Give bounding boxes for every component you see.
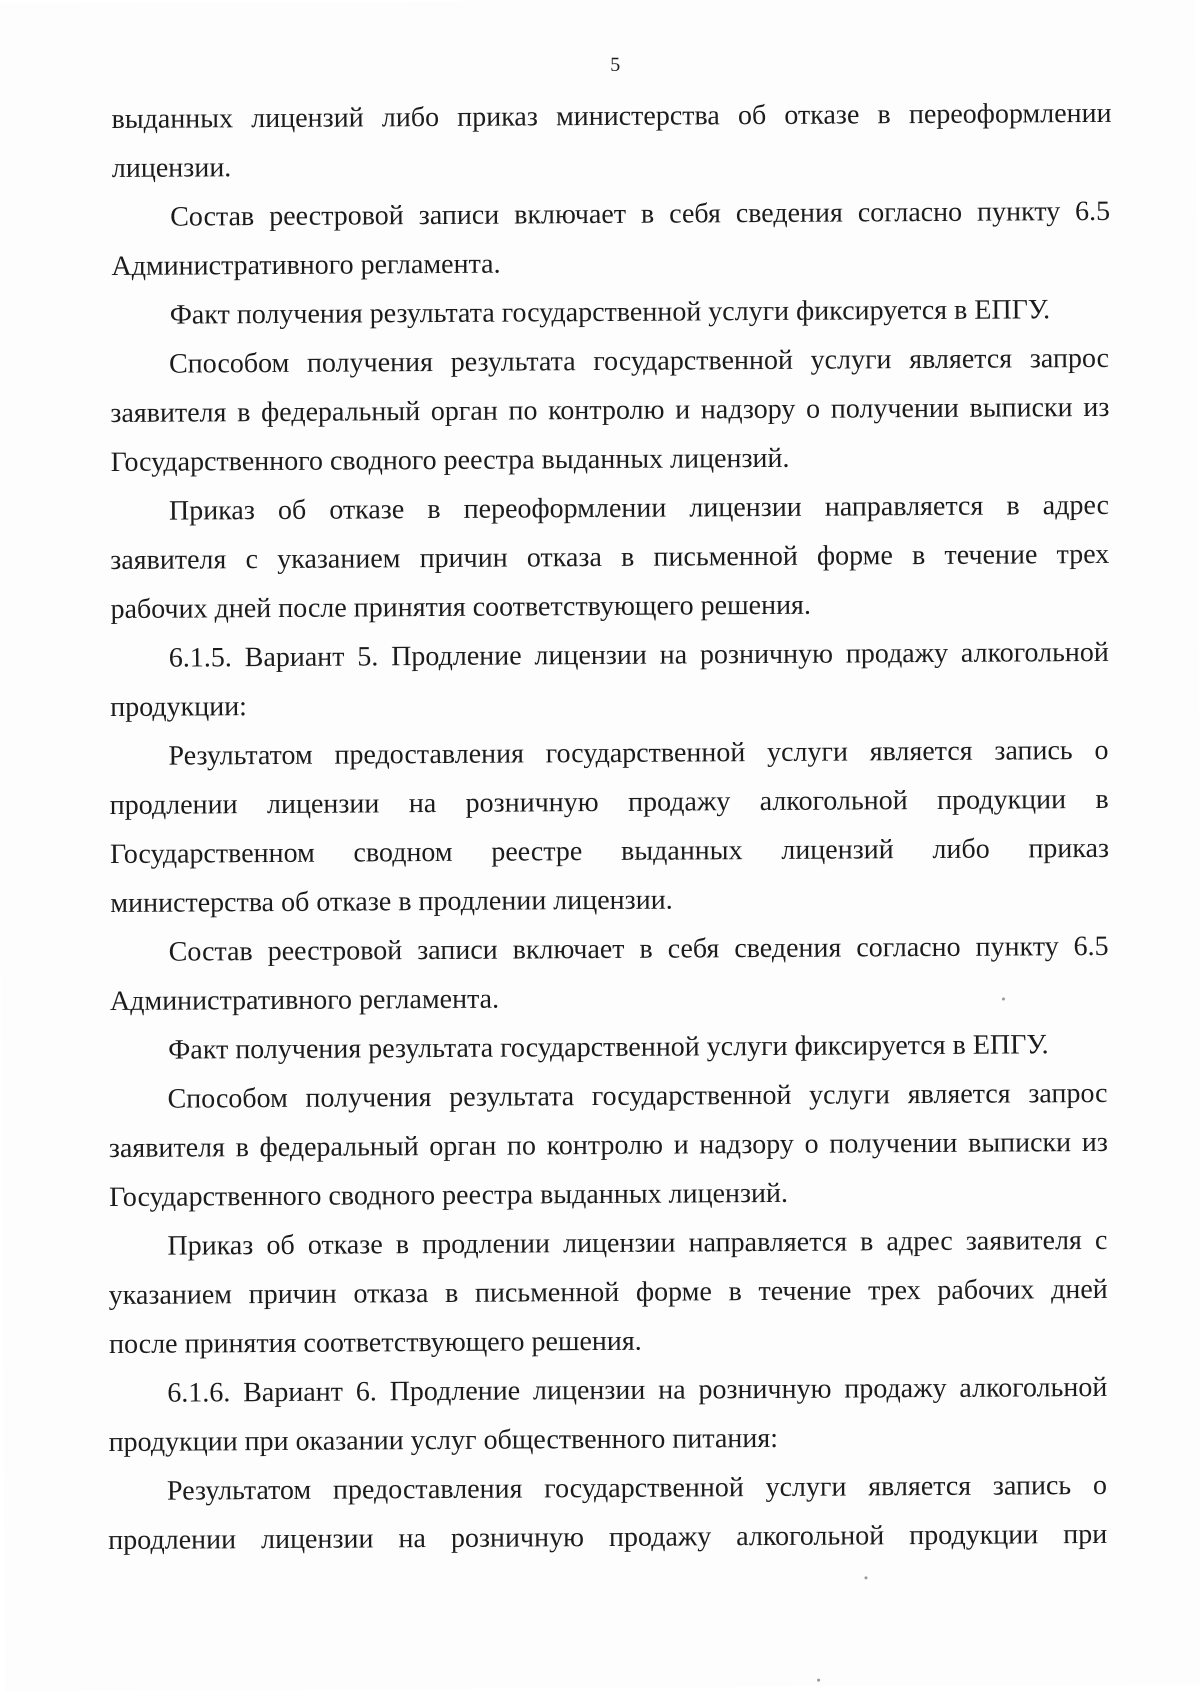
- text-line: продлении лицензии на розничную продажу алкогольной продукции в: [109, 783, 1109, 821]
- text-line: Административного регламента.: [109, 983, 500, 1017]
- text-line: Состав реестровой записи включает в себя сведения согласно пункту 6.5: [170, 195, 1111, 233]
- text-line: министерства об отказе в продлении лицензии.: [110, 884, 673, 919]
- text-line: Факт получения результата государственной услуги фиксируется в ЕПГУ.: [168, 1029, 1049, 1066]
- text-line: продукции при оказании услуг общественного питания:: [108, 1422, 779, 1459]
- text-line: выданных лицензий либо приказ министерства об отказе в переоформлении: [111, 97, 1112, 135]
- text-line: Административного регламента.: [111, 248, 501, 282]
- text-line: Состав реестровой записи включает в себя сведения согласно пункту 6.5: [168, 930, 1109, 968]
- text-line: продлении лицензии на розничную продажу алкогольной продукции при: [108, 1518, 1108, 1557]
- text-line: Способом получения результата государственной услуги является запрос: [168, 342, 1110, 380]
- text-line: Государственного сводного реестра выданных лицензий.: [110, 442, 790, 478]
- text-line: Результатом предоставления государственной услуги является запись о: [166, 1469, 1108, 1507]
- page-number: 5: [610, 53, 621, 76]
- text-line: лицензии.: [111, 152, 232, 184]
- section-heading-6-1-5: 6.1.5. Вариант 5. Продление лицензии на розничную продажу алкогольной: [168, 636, 1109, 674]
- text-line: после принятия соответствующего решения.: [108, 1325, 642, 1361]
- text-line: Результатом предоставления государственной услуги является запись о: [168, 734, 1109, 772]
- text-line: Государственного сводного реестра выданных лицензий.: [109, 1177, 789, 1214]
- text-line: заявителя в федеральный орган по контролю и надзору о получении выписки из: [108, 1126, 1108, 1165]
- text-line: Приказ об отказе в переоформлении лицензии направляется в адрес: [168, 489, 1110, 527]
- text-line: Способом получения результата государственной услуги является запрос: [167, 1077, 1108, 1115]
- scan-speck: [864, 1576, 867, 1579]
- text-line: Факт получения результата государственной услуги фиксируется в ЕПГУ.: [169, 294, 1051, 331]
- scan-speck: [1002, 998, 1005, 1001]
- text-line: заявителя в федеральный орган по контролю и надзору о получении выписки из: [110, 391, 1110, 429]
- text-line: продукции:: [110, 691, 248, 723]
- text-line: Государственном сводном реестре выданных лицензий либо приказ: [109, 832, 1110, 870]
- text-line: рабочих дней после принятия соответствующего решения.: [110, 589, 811, 625]
- text-line: заявителя с указанием причин отказа в письменной форме в течение трех: [110, 538, 1110, 576]
- text-line: указанием причин отказа в письменной форме в течение трех рабочих дней: [108, 1273, 1108, 1312]
- scan-speck: [817, 1679, 820, 1682]
- section-heading-6-1-6: 6.1.6. Вариант 6. Продление лицензии на розничную продажу алкогольной: [167, 1371, 1108, 1409]
- text-line: Приказ об отказе в продлении лицензии направляется в адрес заявителя с: [167, 1224, 1108, 1262]
